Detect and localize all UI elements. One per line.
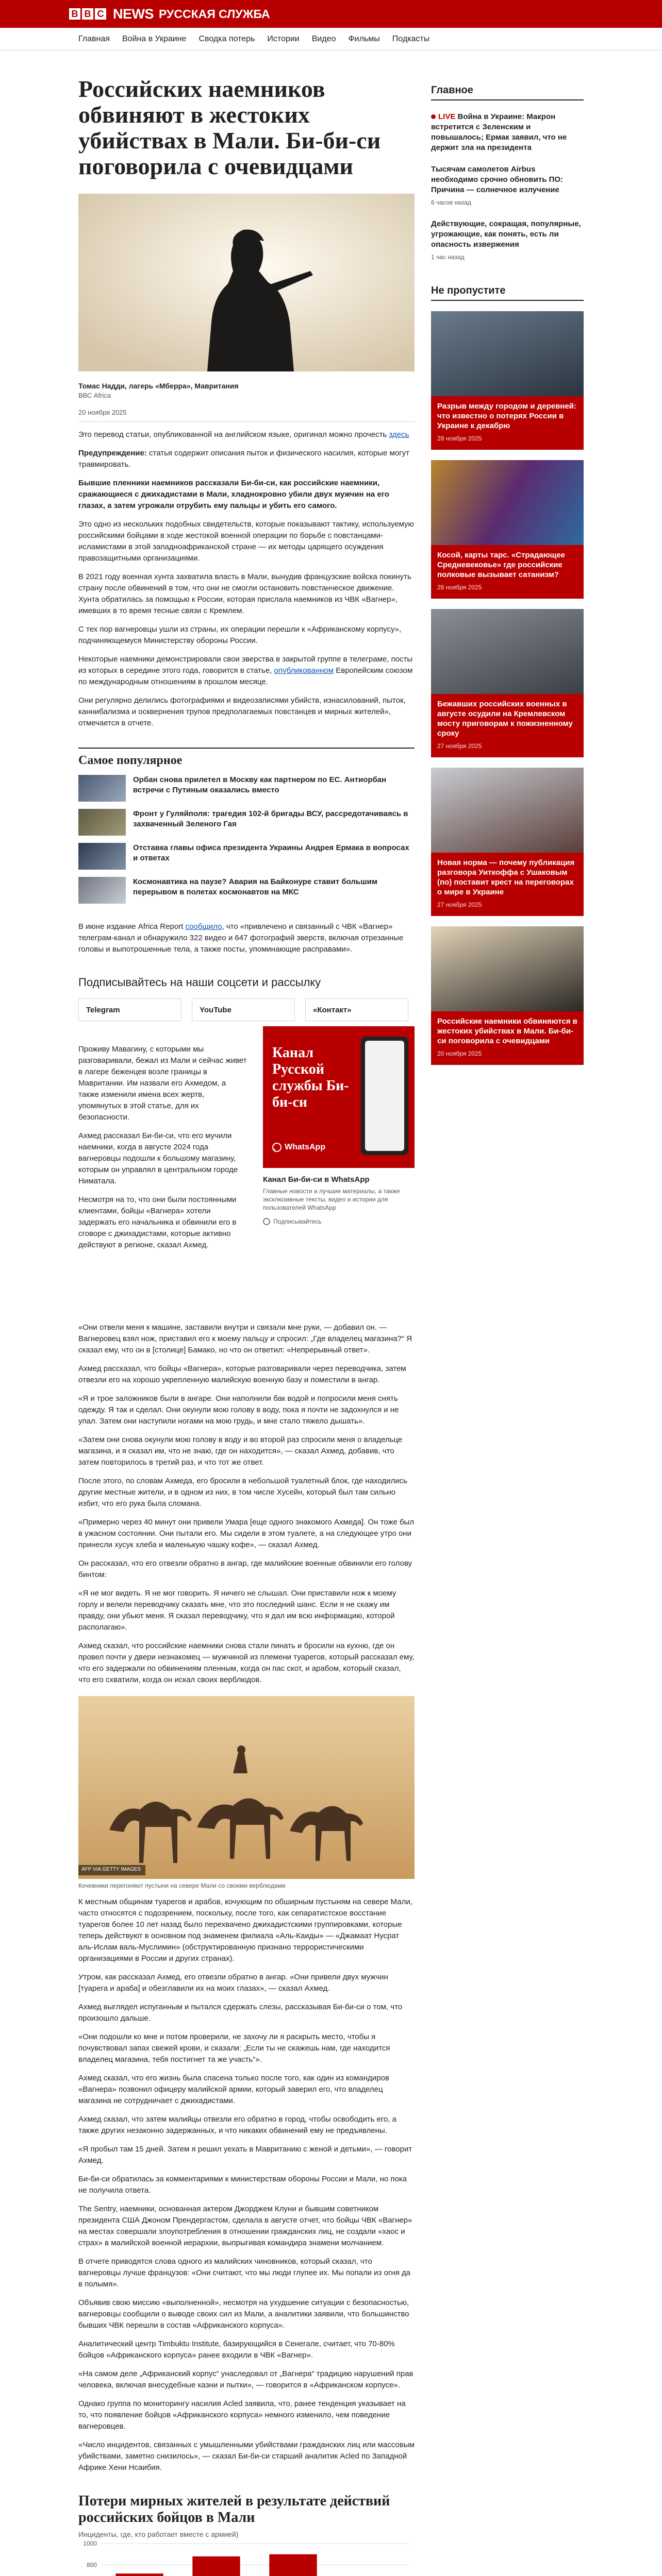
promo-app [272, 1143, 325, 1152]
subscribe-title: Подписывайтесь на наши соцсети и рассылку [78, 976, 321, 989]
promo-subscribe [263, 1218, 415, 1225]
paragraph: Однако группа по мониторингу насилия Acled заявила, что, ранее тенденция указывает на то, что появление бойцов «Африканского корпуса» немного изменило, чем поведение вагнеровцев. [78, 2399, 406, 2431]
lead-paragraph [78, 478, 415, 512]
vk-button[interactable]: «Контакт» [305, 998, 408, 1021]
promo-image [263, 1026, 415, 1168]
paragraph: The Sentry, наемники, основанная актером Джорджем Клуни и бывшим советником президента США Джоном Прендергастом, сделала в августе отчет, что бойцы ЧВК «Вагнер» на местах совершали злоупотребления в отношении гражданских лиц, не создали «хаос и страх» в малийской военной иерархии, выпрыгивая командира знамени молчанием. [78, 2205, 412, 2247]
paragraph: С тех пор вагнеровцы ушли из страны, их операции перешли к «Африканскому корпусу», подчиняющемуся Министерству обороны России. [78, 625, 402, 645]
paragraph: «Я и трое заложников были в ангаре. Они наполнили бак водой и попросили меня снять одежду. Я так и сделал. Они окунули мою голову в воду, пока я почти не задохнулся и не упал. Затем они наступили ногами на мою грудь, и мне стало тяжело дышать». [78, 1394, 399, 1426]
y-tick-label: 1000 [83, 2540, 97, 2547]
split-section [78, 1037, 415, 1315]
lead-text: Бывшие пленники наемников рассказали Би-би-си, как российские наемники, сражающиеся с джихадистами в Мали, хладнокровно убили двух мужчин на его глазах, а затем угрожали отрубить ему пальцы и убить его самого. [78, 479, 389, 510]
thumb-image [78, 775, 126, 802]
split-left [78, 1037, 249, 1251]
card-image [431, 768, 584, 853]
card-title: Разрыв между городом и деревней: что известно о потерях России в Украине к декабрю [437, 402, 576, 430]
paragraph: Они регулярно делились фотографиями и видеозаписями убийств, изнасилований, пыток, каннибализма и осквернения трупов предполагаемых повстанцев и мирных жителей», отмечается в отчете. [78, 696, 406, 727]
paragraph: В 2021 году военная хунта захватила власть в Мали, вынудив французские войска покинуть страну после обвинений в том, что они не смогли остановить повстанческое движение. Хунта обратилась за помощью к России, которая прислала наемников из ЧВК «Вагнер», имевших в то время тесные связи с Кремлем. [78, 572, 411, 615]
paragraph: «Затем они снова окунули мою голову в воду и во второй раз спросили меня о владельце магазина, и я сказал им, что не знаю, где он находится», — сказал Ахмед, добавив, что затем повторилось в третий раз, и что тот же ответ. [78, 1435, 403, 1467]
most-read-item[interactable] [78, 809, 415, 836]
top-story-date: 1 час назад [431, 253, 465, 261]
most-read-title: Самое популярное [78, 748, 415, 768]
bar-2024 [269, 2554, 317, 2576]
paragraph: Ахмед рассказал Би-би-си, что его мучили наемники, когда в августе 2024 года вагнеровцы подошли к большому магазину, которым он управлял в центральном городе Ниматала. [78, 1131, 238, 1185]
chart-subtitle: Инциденты, где, кто работает вместе с армией) [78, 2530, 239, 2538]
paragraph: Ахмед рассказал, что бойцы «Вагнера», которые разговаривали через переводчика, затем отвезли его на хорошо укрепленную малийскую военную базу и поместили в ангар. [78, 1364, 406, 1384]
note-text: Это перевод статьи, опубликованной на английском языке, оригинал можно прочесть [78, 430, 389, 439]
divider [431, 300, 584, 301]
card-5[interactable] [431, 926, 584, 1065]
live-dot-icon [431, 114, 436, 119]
y-tick-label: 800 [86, 2561, 97, 2569]
service-name: РУССКАЯ СЛУЖБА [159, 7, 270, 21]
card-date: 27 ноября 2025 [437, 742, 482, 750]
card-date: 20 ноября 2025 [437, 1050, 482, 1057]
card-title: Косой, карты тарс. «Страдающее Средневековье» где российские полковые вызывает сатанизм? [437, 551, 565, 579]
paragraph: «Число инцидентов, связанных с умышленными убийствами гражданских лиц или массовым убийствами, заметно снизилось», — сказал Би-би-си старший аналитик Acled по Западной Африке Хени Нсаибия. [78, 2441, 415, 2472]
africa-report-link[interactable]: сообщило [185, 922, 222, 931]
top-story-title: Тысячам самолетов Airbus необходимо срочно обновить ПО: Причина — солнечное излучение [431, 165, 564, 194]
paragraph: К местным общинам туарегов и арабов, кочующим по обширным пустыням на севере Мали, часто относятся с подозрением, поскольку, после того, как сепаратистское восстание туарегов более 10 лет назад было перехвачено джихадистскими группировками, которые теперь действуют в основном под знаменем филиала «Аль-Каиды» — «Джамаат Нусрат аль-Ислам валь-Муслимин» (обструктированную признано террористическими организациями в России и других странах). [78, 1897, 412, 1963]
promo-subscribe-text: Подписывайтесь [273, 1218, 322, 1225]
most-read-title-4: Космонавтика на паузе? Авария на Байконуре ставит большим перерывом в полетах космонавтов на МКС [133, 877, 377, 896]
bbc-logo-b1: B [69, 8, 80, 20]
nav-video[interactable]: Видео [311, 34, 336, 43]
card-image [431, 460, 584, 545]
p6-text: В июне издание Africa Report [78, 922, 186, 931]
byline-author: Томас Надди, лагерь «Мберра», Мавритания [78, 382, 239, 390]
sidebar [431, 76, 584, 1065]
paragraph: Ахмед сказал, что его жизнь была спасена только после того, как один из командиров «Вагнера» позвонил офицеру малийской армии, который заверил его, что владелец магазина не сотрудничает с джихадистами. [78, 2074, 389, 2105]
paragraph: «Я пробыл там 15 дней. Затем я решил уехать в Мавританию с женой и детьми», — говорит Ахмед. [78, 2145, 412, 2165]
whatsapp-small-icon [263, 1218, 270, 1225]
top-story-2[interactable] [431, 164, 584, 208]
paragraph [78, 654, 415, 688]
subscribe-buttons [78, 998, 415, 1021]
most-read [78, 748, 415, 904]
thumb-image [78, 877, 126, 904]
card-3[interactable] [431, 609, 584, 757]
paragraph: «На самом деле „Африканский корпус“ унаследовал от „Вагнера“ традицию нарушений прав человека, включая внесудебные казни и пытки», — говорится в «Африканском корпусе». [78, 2369, 413, 2389]
nav-films[interactable]: Фильмы [348, 34, 380, 43]
most-read-title-1: Орбан снова прилетел в Москву как партнером по ЕС. Антиорбан встречи с Путиным оказались вместо [133, 775, 387, 794]
news-brand: NEWS [113, 6, 154, 22]
most-read-item[interactable] [78, 775, 415, 802]
p4-end: Европейским союзом по международным отношениям в прошлом месяце. [78, 666, 413, 686]
divider [78, 421, 415, 422]
top-stories-title: Главное [431, 84, 473, 96]
article-headline: Российских наемников обвиняют в жестоких убийствах в Мали. Би-би-си поговорила с очевидцами [78, 76, 381, 179]
card-title: Российские наемники обвиняются в жестоких убийствах в Мали. Би-би-си поговорила с очевидцами [437, 1017, 577, 1045]
paragraph: Он рассказал, что его отвезли обратно в ангар, где малийские военные обвинили его голову бинтом: [78, 1559, 412, 1579]
subscribe-block [78, 976, 415, 1021]
bar-2022 [115, 2573, 163, 2576]
nav-stories[interactable]: Истории [267, 34, 300, 43]
promo-app-name: WhatsApp [285, 1143, 326, 1151]
paragraph: «Они подошли ко мне и потом проверили, не захочу ли я раскрыть место, чтобы я почувствовал запах свежей крови, и сказали: „Если ты не скажешь нам, где находится владелец магазина, тебя постигнет та же участь“». [78, 2032, 390, 2064]
paragraph: «Они отвели меня к машине, заставили внутри и связали мне руки, — добавил он. — Вагнеровец взял нож, приставил его к моему пальцу и спросил: „Где владелец магазина?“ Я сказал ему, что он в [столице] Бамако, но что он ответил: «Непрерывный ответ». [78, 1323, 412, 1354]
camels-image [78, 1696, 415, 1879]
divider [431, 99, 584, 100]
nav-war-ukraine[interactable]: Война в Украине [122, 34, 187, 43]
youtube-button[interactable]: YouTube [192, 998, 295, 1021]
live-label: LIVE [438, 112, 456, 121]
phone-mockup [361, 1037, 408, 1155]
top-story-1[interactable] [431, 112, 584, 153]
thumb-image [78, 843, 126, 870]
paragraph: Несмотря на то, что они были постоянными клиентами, бойцы «Вагнера» хотели задержать его начальника и обвинили его в сговоре с джихадистами, которые активно действуют в регионе, сказал Ахмед. [78, 1195, 237, 1249]
whatsapp-icon [272, 1143, 282, 1152]
paragraph: «Примерно через 40 минут они привели Умара [еще одного знакомого Ахмеда]. Он тоже был в ужасном состоянии. Они пытали его. Мы сидели в этом туалете, а на следующее утро они принесли хусук хлеба и маленькую чашку кофе», — сказал Ахмед. [78, 1518, 415, 1549]
card-1[interactable] [431, 311, 584, 450]
bar-2023 [192, 2556, 240, 2576]
paragraph: Проживу Мавагину, с которыми мы разговаривали, бежал из Мали и сейчас живет в лагере беженцев возле границы в Мавритании. Им назвали его Ахмедом, а также изменили имена всех жертв, упомянутых в этой статье, для их безопасности. [78, 1045, 247, 1122]
top-story-3[interactable] [431, 219, 584, 262]
telegram-button[interactable]: Telegram [78, 998, 181, 1021]
p4-text: Некоторые наемники демонстрировали свои зверства в закрытой группе в телеграме, посты из которых в середине этого года, говорится в статье, [78, 655, 413, 675]
soldier-silhouette [78, 194, 415, 371]
card-title: Бежавших российских военных в августе осудили на Кремлевском мосту приговорам к пожизненному сроку [437, 700, 573, 738]
paragraph [78, 921, 415, 955]
thumb-image [78, 809, 126, 836]
paragraph: В отчете приводятся слова одного из малийских чиновников, который сказал, что вагнеровцы лучше французов: «Они считают, что мы люди глупее их. Мы попали из огня да в полымя». [78, 2257, 411, 2289]
photo-credit: AFP VIA GETTY IMAGES [81, 1867, 141, 1872]
card-2[interactable] [431, 460, 584, 599]
card-image [431, 311, 584, 396]
card-date: 27 ноября 2025 [437, 901, 482, 908]
most-read-title-3: Отставка главы офиса президента Украины Андрея Ермака в вопросах и ответах [133, 843, 409, 862]
card-image [431, 926, 584, 1011]
casualties-chart [78, 2493, 415, 2576]
whatsapp-promo[interactable] [263, 1026, 415, 1232]
card-image [431, 609, 584, 694]
hero-image [78, 194, 415, 371]
original-link[interactable]: здесь [389, 430, 409, 439]
nav-home[interactable]: Главная [78, 34, 110, 43]
warning [78, 448, 415, 470]
top-story-date: 6 часов назад [431, 199, 471, 206]
translation-note [78, 429, 415, 440]
main-nav [0, 28, 662, 50]
report-link[interactable]: опубликованном [274, 666, 334, 675]
bbc-logo[interactable] [69, 6, 270, 22]
bbc-logo-b2: B [82, 8, 93, 20]
promo-title: Канал Би-би-си в WhatsApp [263, 1175, 370, 1184]
paragraph: Объявив свою миссию «выполненной», несмотря на ухудшение ситуации с безопасностью, вагнеровцы сообщили о выводе своих сил из Мали, а аналитики заявили, что большинство бывших ЧВК перешли в состав «Африканского корпуса». [78, 2298, 409, 2330]
card-4[interactable] [431, 768, 584, 916]
article [78, 76, 415, 2576]
paragraph: Это одно из нескольких подобных свидетельств, которые показывают тактику, используемую российскими бойцами в ходе жестокой военной операции по борьбе с повстанцами-исламистами в этой западноафриканской стране — их методы царящего осуждения правозащитными организациями. [78, 520, 414, 563]
article-date: 20 ноября 2025 [78, 409, 127, 416]
paragraph: Утром, как рассказал Ахмед, его отвезли обратно в ангар. «Они привели двух мужчин [туарега и араба] и обезглавили их на моих глазах», — сказал Ахмед. [78, 1973, 388, 1993]
top-story-title: Действующие, сокращая, популярные, угрожающие, как понять, есть ли опасность извержения [431, 219, 581, 249]
nav-podcasts[interactable]: Подкасты [392, 34, 430, 43]
most-read-item[interactable] [78, 877, 415, 904]
paragraph: «Я не мог видеть. Я не мог говорить. Я ничего не слышал. Они приставили нож к моему горлу и велели переводчику сказать мне, что это последний шанс. Если я не скажу им правду, они убьют меня. Я сказал переводчику, что я дал им всю информацию, которой располагаю». [78, 1589, 396, 1632]
nav-losses[interactable]: Сводка потерь [198, 34, 255, 43]
warning-label: Предупреждение: [78, 449, 147, 457]
warning-text: статья содержит описания пыток и физического насилия, которые могут травмировать. [78, 449, 409, 469]
p6-end: , что «привлечено и связанный с ЧВК «Вагнер» телеграм-канал и обнаружило 322 видео и 647 фотографий зверств, включая отрезанные головы и выпотрошенные тела, а также посты, упоминающие расправами». [78, 922, 404, 954]
byline-org: ВВС Africa [78, 392, 111, 399]
paragraph: Ахмед сказал, что российские наемники снова стали пинать и бросили на кухню, где он провел почти у двери незнакомец — мужчиной из племени туарегов, который рассказал ему, что его задержали по обвинениям пленным, когда он пас скот, и арабом, который сказал, что его схватили, когда он искал своих верблюдов. [78, 1641, 415, 1684]
paragraph: Ахмед сказал, что затем малийцы отвезли его обратно в город, чтобы освободить его, а также других незаконно задержанных, и что никаких обвинений ему не предъявлены. [78, 2115, 396, 2135]
dont-miss-title: Не пропустите [431, 285, 506, 296]
paragraph: Аналитический центр Timbuktu Institute, базирующийся в Сенегале, считает, что 70-80% бойцов «Африканского корпуса» ранее входили в ЧВК «Вагнер». [78, 2340, 395, 2360]
card-date: 28 ноября 2025 [437, 435, 482, 442]
paragraph: После этого, по словам Ахмеда, его бросили в небольшой туалетный блок, где находились другие местные жители, и в одном из них, в том числе Хусейн, который был там сильно избит, что его рука была сломана. [78, 1477, 407, 1508]
card-title: Новая норма — почему публикация разговора Уиткоффа с Ушаковым (по) поставит крест на переговорах о мире в Украине [437, 858, 575, 896]
chart-title: Потери мирных жителей в результате действий российских бойцов в Мали [78, 2493, 390, 2526]
paragraph: Би-би-си обратилась за комментариями к министерствам обороны России и Мали, но пока не получила ответа. [78, 2175, 407, 2195]
site-header [0, 0, 662, 28]
most-read-item[interactable] [78, 843, 415, 870]
promo-desc: Главные новости и лучшие материалы, а также эксклюзивные тексты, видео и истории для пользователей WhatsApp [263, 1188, 400, 1211]
bbc-logo-c: C [95, 8, 106, 20]
photo-caption: Кочевники перегоняют пустыни на севере Мали со своими верблюдами [78, 1882, 286, 1889]
desert-photo [78, 1696, 415, 1879]
paragraph: Ахмед выглядел испуганным и пытался сдержать слезы, рассказывая Би-би-си о том, что произошло дальше. [78, 2003, 403, 2023]
promo-image-text: Канал Русской службы Би-би-си [272, 1045, 349, 1110]
card-date: 28 ноября 2025 [437, 584, 482, 591]
most-read-title-2: Фронт у Гуляйполя: трагедия 102-й бригады ВСУ, рассредотачиваясь в захваченный Зеленого Гая [133, 809, 408, 828]
bar-chart [78, 2538, 415, 2576]
top-story-title: Война в Украине: Макрон встретится с Зеленским и повышалось; Ермак заявил, что не держит зла на президента [431, 112, 567, 152]
